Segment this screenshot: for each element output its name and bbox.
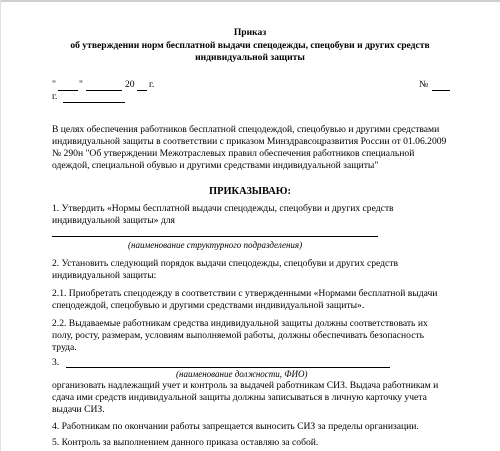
document-subtitle-line-2: индивидуальной защиты: [195, 52, 305, 63]
item-2-2-line-1: 2.2. Выдаваемые работникам средства индивидуальной защиты должны соответствовать их: [52, 318, 428, 329]
item-5: 5. Контроль за выполнением данного приказа оставляю за собой.: [52, 437, 319, 448]
date-quote-open: ": [52, 79, 56, 90]
item-1-line-2: индивидуальной защиты» для: [52, 215, 175, 226]
intro-line-3: № 290н "Об утверждении Межотраслевых правил обеспечения работников специальной: [52, 148, 415, 159]
date-day-blank: [58, 90, 78, 91]
order-number-sign: №: [419, 79, 429, 90]
city-prefix: г.: [52, 91, 58, 102]
window-edge-top: [0, 0, 500, 2]
item-1-caption: (наименование структурного подразделения): [128, 240, 303, 250]
date-year: 20: [125, 79, 135, 90]
item-1-line-1: 1. Утвердить «Нормы бесплатной выдачи спецодежды, спецобуви и других средств: [52, 203, 394, 214]
item-2-2-line-3: труда.: [52, 342, 77, 353]
date-quote-close: ": [79, 79, 83, 90]
window-edge-left: [0, 0, 1, 451]
item-3-line-2: сдача ими средств индивидуальной защиты должны записываться в личную карточку учета: [52, 392, 427, 403]
order-heading: ПРИКАЗЫВАЮ:: [209, 186, 291, 197]
document-title: Приказ: [233, 27, 267, 38]
document-subtitle-line-1: об утверждении норм бесплатной выдачи спецодежды, спецобуви и других средств: [70, 40, 430, 51]
item-3-number: 3.: [52, 357, 60, 368]
item-2-1-line-2: спецодеждой, спецобувью и другими средствами индивидуальной защиты».: [52, 300, 365, 311]
date-month-blank: [86, 90, 122, 91]
intro-line-4: одеждой, специальной обувью и другими средствами индивидуальной защиты": [52, 160, 379, 171]
item-2-line-1: 2. Установить следующий порядок выдачи спецодежды, спецобуви и других средств: [52, 258, 399, 269]
order-number-blank: [432, 90, 450, 91]
date-year-suffix: г.: [149, 79, 155, 90]
item-3-line-1: организовать надлежащий учет и контроль за выдачей работникам СИЗ. Выдача работникам и: [52, 380, 439, 391]
item-1-department-blank: [52, 236, 378, 237]
item-2-2-line-2: полу, росту, размерам, условиям выполняемой работы, должны обеспечивать безопасность: [52, 330, 425, 341]
city-blank: [63, 102, 125, 103]
intro-line-1: В целях обеспечения работников бесплатной спецодеждой, спецобувью и другими средствами: [52, 124, 440, 135]
intro-line-2: индивидуальной защиты в соответствии с приказом Минздравсоцразвития России от 01.06.2009: [52, 136, 447, 147]
date-year-blank: [137, 90, 147, 91]
item-2-1-line-1: 2.1. Приобретать спецодежду в соответствии с утвержденными «Нормами бесплатной выдачи: [52, 288, 438, 299]
item-3-line-3: выдачи СИЗ.: [52, 404, 105, 415]
item-2-line-2: индивидуальной защиты:: [52, 270, 157, 281]
item-3-caption: (наименование должности, ФИО): [176, 369, 308, 379]
item-4: 4. Работникам по окончании работы запрещается выносить СИЗ за пределы организации.: [52, 421, 419, 432]
